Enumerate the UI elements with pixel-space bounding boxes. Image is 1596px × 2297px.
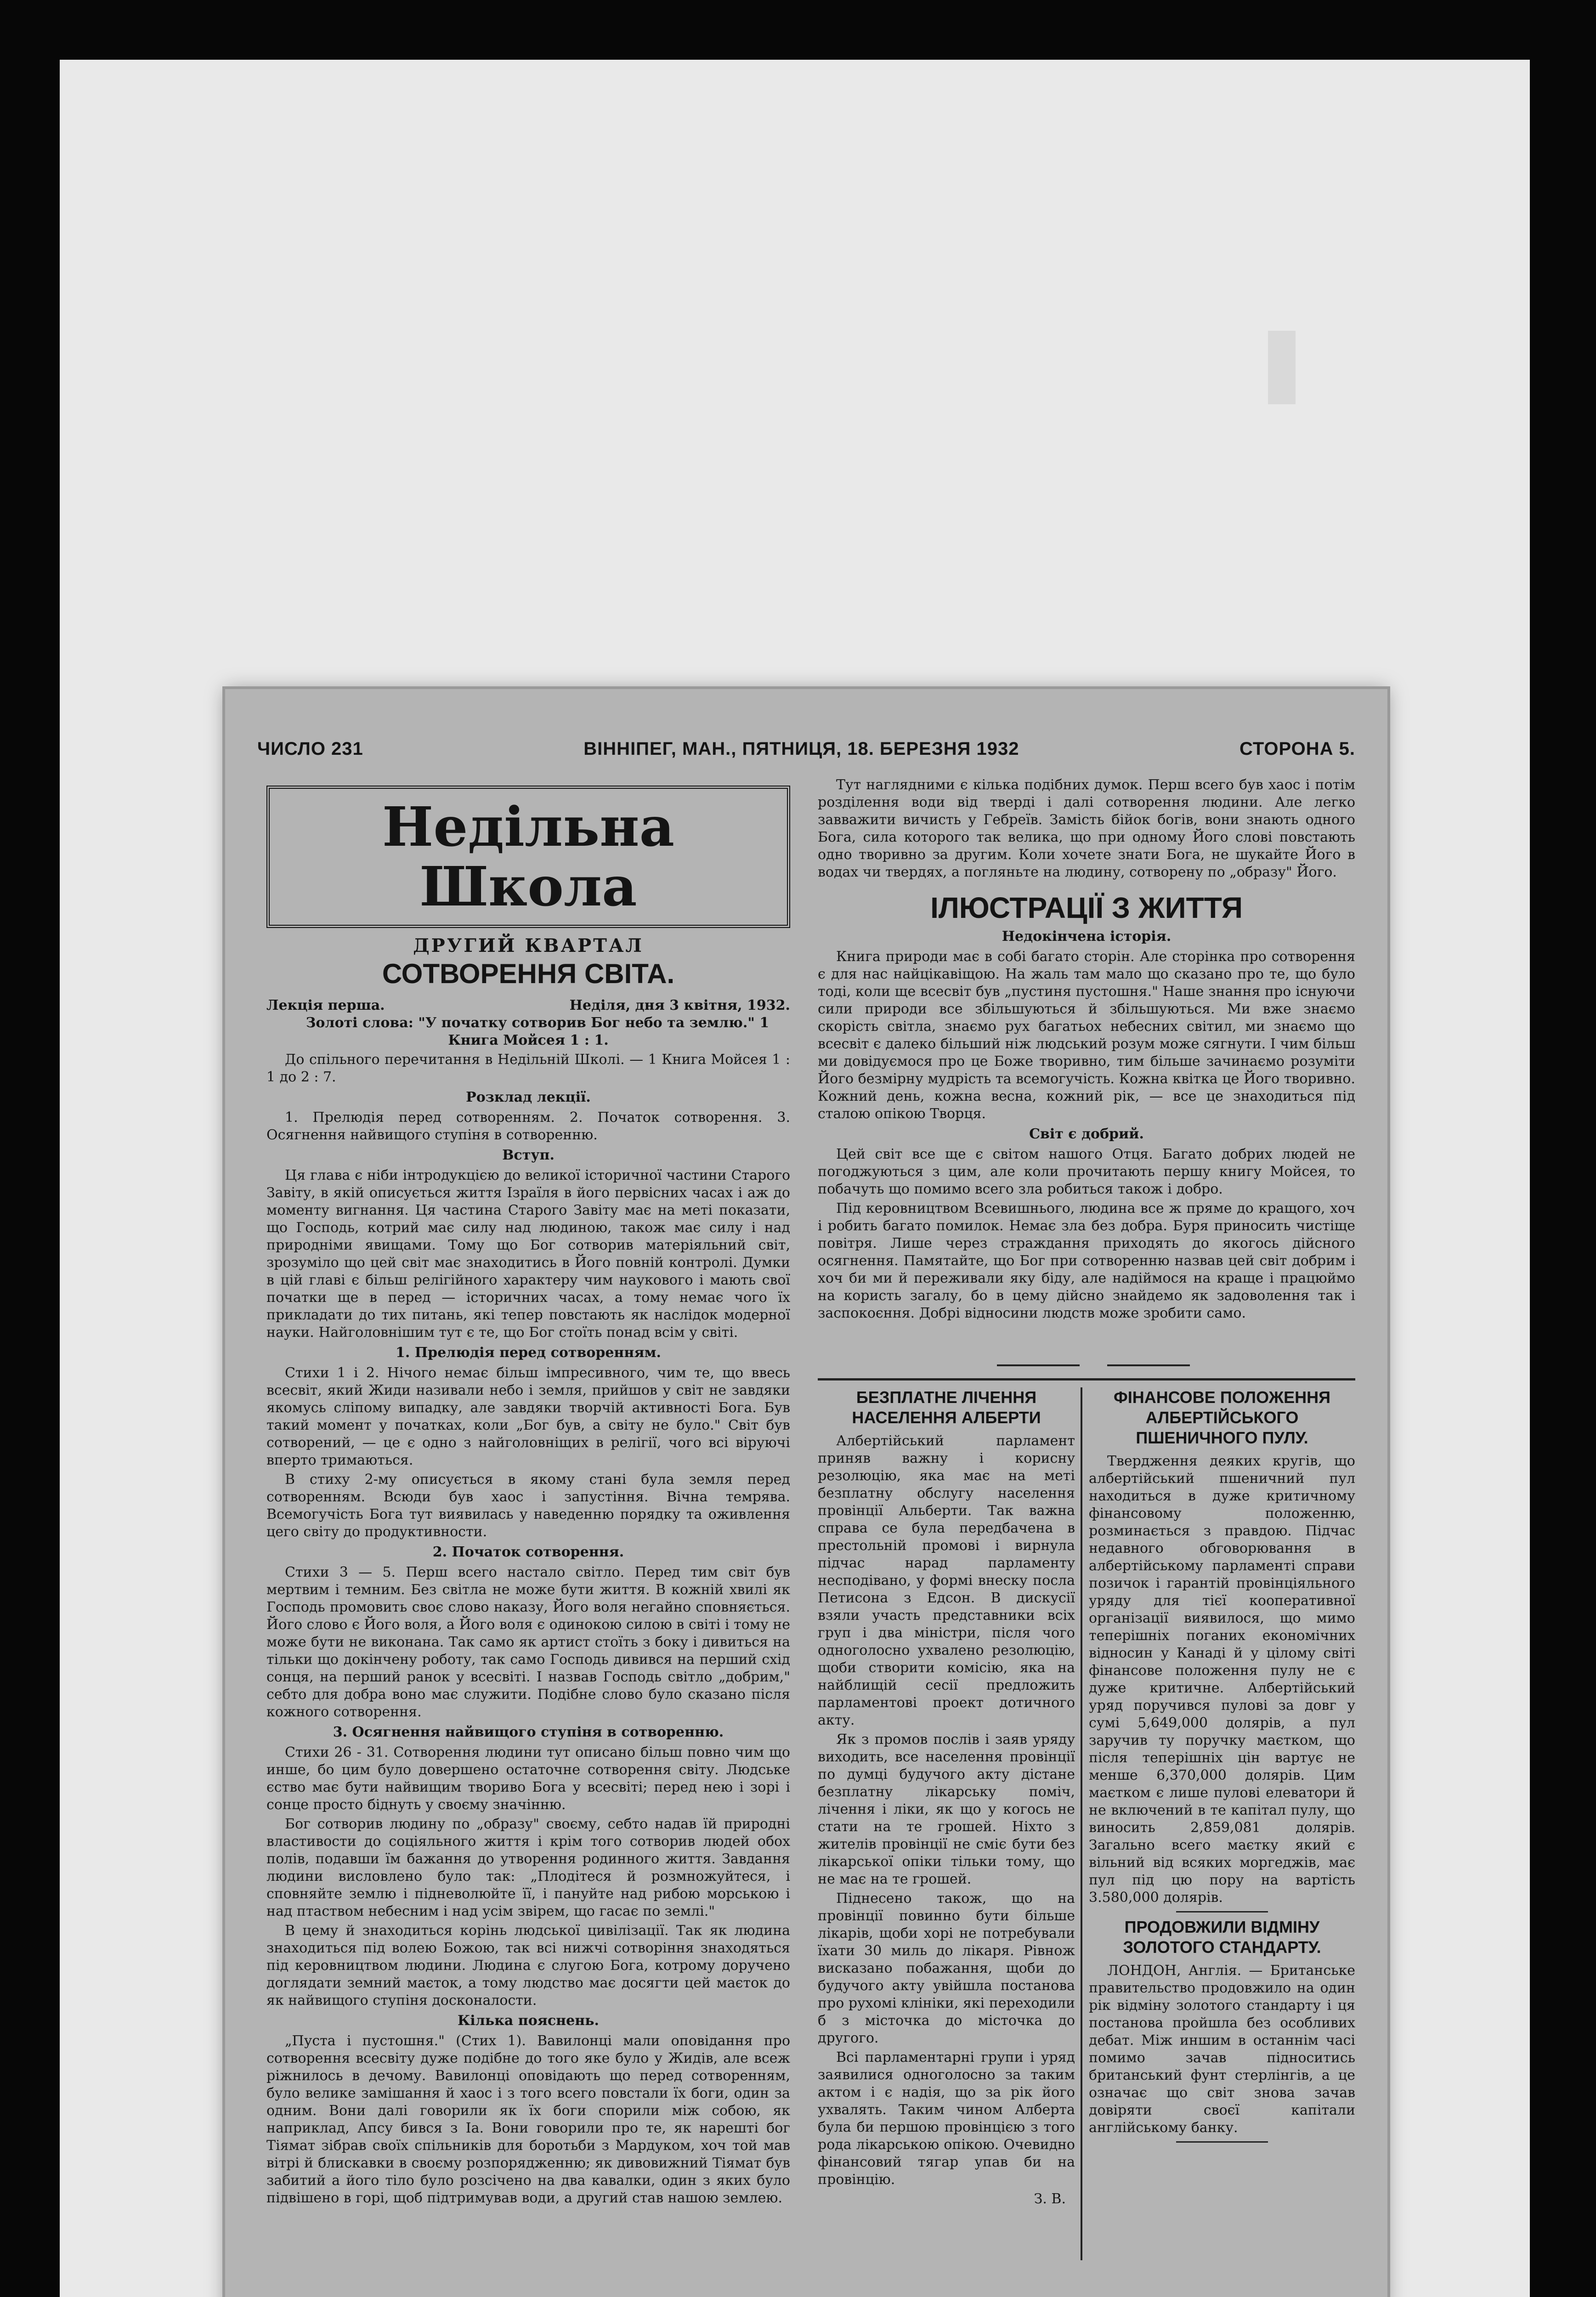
plan-text: 1. Прелюдія перед сотворенням. 2. Початок сотворення. 3. Осягнення найвищого ступіня в сотворенню.	[266, 1109, 790, 1143]
newspaper-page	[225, 689, 1387, 2297]
section-divider	[818, 1378, 1355, 1380]
article-headline: БЕЗПЛАТНЕ ЛІЧЕННЯ НАСЕЛЕННЯ АЛБЕРТИ	[852, 1388, 1041, 1427]
paragraph: Як з промов послів і заяв уряду виходить, все населення провінції по думці будучого акту дістане безплатну лікарську поміч, лічення і ліки, як що у когось не стати на те грошей. Ніхто з жителів провінції не сміє бути без лікарської опіки тільки тому, що не має на те грошей.	[818, 1731, 1075, 1887]
reading-note: До спільного перечитання в Недільній Школі. — 1 Книга Мойсея 1 : 1 до 2 : 7.	[266, 1052, 790, 1085]
golden-words: Золоті слова: "У початку сотворив Бог небо та землю." 1 Книга Мойсея 1 : 1.	[306, 1015, 770, 1048]
notes-heading: Кілька пояснень.	[458, 2013, 599, 2029]
section-title: Недільна Школа	[266, 786, 790, 928]
paragraph: Стихи 3 — 5. Перш всего настало світло. Перед тим світ був мертвим і темним. Без світла не може бути життя. В кожній хвилі як Господь промовить своє слово наказу, Його воля негайно сповняється. Його слово є Його воля, а Його воля є одинокою силою в світі і тому не може бути не виконана. Так само як артист стоїть з боку і дивиться на тільки що докінчену роботу, так само Господь дивився на перший схід сонця, на перший ранок у всесвіті. І назвав Господь світло „добрим," себто для добра воно має служити. Подібне слово було сказано після кожного сотворення.	[266, 1564, 790, 1720]
paragraph: Твердження деяких кругів, що албертійський пшеничний пул находиться в дуже критичному фінансовому положенню, розминається з правдою. Підчас недавного обговорювання в албертійському парламенті справи позичок і гарантій провінціяльного уряду для тієї кооперативної організації виявилося, що мимо теперішніх поганих економічних відносин у Канаді й у цілому світі фінансове положення пулу не є дуже критичне. Албертійський уряд поручився пулові за довг у сумі 5,649,000 долярів, а пул заручив ту поручку маєтком, що після теперішніх цін вартує не менше 6,370,000 долярів. Цим маєтком є лише пулові елеватори й не включений в те капітал пулу, що виносить 2,859,081 долярів. Загально всего маєтку який є вільний від всяких моргеджів, має пул під цю пору на вартість 3.580,000 долярів.	[1089, 1453, 1355, 1906]
lesson-number: Лекція перша.	[266, 997, 385, 1013]
lesson-headline: СОТВОРЕННЯ СВІТА.	[382, 958, 675, 989]
divider	[997, 1364, 1080, 1366]
paragraph: Ця глава є ніби інтродукцією до великої історичної частини Старого Завіту, в якій описується життя Ізраїля в його первісних часах і аж до моменту вигнання. Ця частина Старого Завіту має на меті показати, що Господь, котрий має силу над людиною, також має силу і над природніми явищами. Тому що Бог сотворив матеріяльний світ, зрозуміло що цей світ має знаходитись в Його повній контролі. Думки в цій главі є більш релігійного характеру чим наукового і мають свої початки ще в перед — історичних часах, а тому немає чого їх прикладати до тих питань, які тепер повстають як наслідок модерної науки. Найголовнішим тут є те, що Бог стоїть понад всім у світі.	[266, 1167, 790, 1341]
dateline: ВІННІПЕГ, МАН., ПЯТНИЦЯ, 18. БЕРЕЗНЯ 1932	[583, 738, 1019, 759]
article-headline: ФІНАНСОВЕ ПОЛОЖЕННЯ АЛБЕРТІЙСЬКОГО ПШЕНИЧНОГО ПУЛУ.	[1113, 1388, 1331, 1447]
mount-tab	[1268, 331, 1296, 404]
medical-care-article	[818, 1387, 1075, 2208]
article-headline: ПРОДОВЖИЛИ ВІДМІНУ ЗОЛОТОГО СТАНДАРТУ.	[1123, 1918, 1321, 1957]
issue-number: ЧИСЛО 231	[257, 738, 363, 759]
illustrations-headline: ІЛЮСТРАЦІЇ З ЖИТТЯ	[930, 891, 1243, 924]
subheading: 2. Початок сотворення.	[432, 1544, 624, 1560]
paragraph: Бог сотворив людину по „образу" своєму, себто надав їй природні властивости до соціяльного життя і крім того сотворив людей обох полів, подавши їм бажання до утворення родинного життя. Завдання людини висловлено було так: „Плодітеся й розмножуйтеся, і сповняйте землю і підневолюйте її, і пануйте над рибою морською і над птаством небесним і над усім звірем, що гасає по землі."	[266, 1816, 790, 1919]
paragraph: Тут наглядними є кілька подібних думок. Перш всего був хаос і потім розділення води від тверді і далі сотворення людини. Але легко завважити вичисть у Гебреїв. Замість бійок богів, вони знають одного Бога, сила которого так велика, що при одному Його слові повстають одно творивно за другим. Коли хочете знати Бога, не шукайте Його в водах чи твердях, а погляньте на людину, сотворену по „образу" Його.	[818, 777, 1355, 880]
divider	[1107, 1364, 1190, 1366]
divider	[1176, 1911, 1268, 1912]
finance-articles	[1089, 1387, 1355, 2147]
column-divider	[1081, 1387, 1082, 2260]
paragraph: „Пуста і пустошня." (Стих 1). Вавилонці мали оповідання про сотворення всесвіту дуже подібне до того яке було у Жидів, але всеж ріжнилось в дечому. Вавилонці оповідають що перед сотворенням, було велике замішання й хаос і з того всего повстали їх боги, один за одним. Вони далі говорили як їх боги спорили між собою, як наприклад, Апсу бився з Іа. Вони говорили про те, як нарешті бог Тіямат зібрав своїх спільників для боротьби з Мардуком, хоч той мав вітрі й блискавки в своєму розпорядженню; як дивовижний Тіямат був забитий а його тіло було розсічено на два кавалки, один з яких було підвішено в горі, щоб підтримував води, а другий став нашою землею.	[266, 2033, 790, 2206]
subheading: Недокінчена історія.	[1002, 928, 1172, 945]
subheading: 1. Прелюдія перед сотворенням.	[396, 1345, 661, 1361]
subheading: Світ є добрий.	[1029, 1126, 1144, 1142]
paragraph: В стиху 2-му описується в якому стані була земля перед сотворенням. Всюди був хаос і запустіння. Вічна темрява. Всемогучість Бога тут виявилась у наведенню порядку та оживлення цего світу до продуктивности.	[266, 1471, 790, 1540]
divider	[1176, 2141, 1268, 2143]
paragraph: Стихи 1 і 2. Нічого немає більш імпресивного, чим те, що ввесь всесвіт, який Жиди називали небо і земля, прийшов у світ не завдяки якомусь сліпому випадку, але завдяки творчій активності Бога. Був такий момент у початках, коли „Бог був, а світу не було." Світ був сотворений, — це є одно з найголовніщих в релігії, чого всі віруючі вперто тримаються.	[266, 1365, 790, 1468]
page-number: СТОРОНА 5.	[1239, 738, 1355, 759]
masthead	[257, 735, 1355, 763]
lesson-meta	[266, 997, 790, 1014]
illustrations-column	[818, 776, 1355, 1324]
paragraph: Піднесено також, що на провінції повинно бути більше лікарів, щоби хорі не потребували їхати 30 миль до лікаря. Рівнож висказано побажання, щоби до будучого акту увійшла постанова про рухомі клініки, які переходили б з місточка до місточка до другого.	[818, 1890, 1075, 2046]
paragraph: Книга природи має в собі багато сторін. Але сторінка про сотворення є для нас найцікавіщою. На жаль там мало що сказано про те, що було тоді, коли ще всесвіт був „пустиня пустошня." Наше знання про існуючи сили природи все збільшуються й збільшуються. Ми вже знаємо скорість світла, знаємо рух багатьох небесних світил, ми знаємо що всесвіт є далеко більший ніж людський розум може сягнути. І чим більш ми довідуємося про це Боже творивно, тим більше зачинаємо розуміти Його безмірну мудрість та всемогучість. Кожна квітка це Його творивно. Кожний день, кожна весна, кожний рік, — все це знаходиться під сталою опікою Творця.	[818, 949, 1355, 1122]
lesson-date: Неділя, дня 3 квітня, 1932.	[569, 997, 790, 1013]
signature: З. В.	[1034, 2191, 1066, 2207]
paragraph: Цей світ все ще є світом нашого Отця. Багато добрих людей не погоджуються з цим, але коли прочитають першу книгу Мойсея, то побачуть що помимо всего зла робиться також і добро.	[818, 1146, 1355, 1197]
intro-heading: Вступ.	[502, 1147, 555, 1163]
plan-heading: Розклад лекції.	[466, 1089, 591, 1105]
paragraph: В цему й знаходиться корінь людської цивілізації. Так як людина знаходиться під волею Божою, так всі нижчі сотворіння знаходяться під керовництвом людини. Людина є слугою Бога, котрому доручено доглядати земний маєток, а тому людство має досягти цей маєток до як найвищого ступіня досконалости.	[266, 1923, 790, 2008]
quarter-kicker: ДРУГИЙ КВАРТАЛ	[413, 935, 644, 956]
subheading: 3. Осягнення найвищого ступіня в сотворенню.	[333, 1724, 724, 1740]
paragraph: Стихи 26 - 31. Сотворення людини тут описано більш повно чим що инше, бо цим було довершено остаточне сотворення світу. Людське єство має бути найвищим твориво Бога у всесвіті; перед нею і зорі і сонце просто біднуть у своєму значінню.	[266, 1744, 790, 1813]
paragraph: Під керовництвом Всевишнього, людина все ж пряме до кращого, хоч і робить багато помилок. Немає зла без добра. Буря приносить чистіще повітря. Лише через страждання приходять до якогось дійсного осягнення. Памятайте, що Бог при сотворенню назвав цей світ добрим і хоч би ми й переживали яку біду, але надіймося на краще і працюймо на користь загалу, бо в цему дійсно знайдемо як задоволення так і заспокоєння. Добрі відносини людств може зробити само.	[818, 1200, 1355, 1321]
paragraph: Албертійський парламент приняв важну і корисну резолюцію, яка має на меті безплатну обслугу населення провінції Альберти. Так важна справа се була передбачена в престольній промові і вирнула підчас нарад парламенту несподівано, у формі внеску посла Петисона з Едсон. В дискусії взяли участь представники всіх груп і два міністри, після чого одноголосно ухвалено резолюцію, щоби створити комісію, яка на найблищій сесії предложить парламентові проект дотичного акту.	[818, 1433, 1075, 1728]
paragraph: Всі парламентарні групи і уряд заявилися одноголосно за таким актом і є надія, що за рік його ухвалять. Таким чином Алберта була би першою провінцією з того рода лікарською опікою. Очевидно фінансовий тягар упав би на провінцію.	[818, 2049, 1075, 2188]
sunday-school-column	[266, 786, 790, 2209]
paragraph: ЛОНДОН, Англія. — Британське правительство продовжило на один рік відміну золотого стандарту і ця постанова пройшла без особливих дебат. Між иншим в останнім часі помимо зачав підноситись британський фунт стерлінгів, а це означає що світ знова зачав довіряти своєї капітали англійському банку.	[1089, 1963, 1355, 2136]
